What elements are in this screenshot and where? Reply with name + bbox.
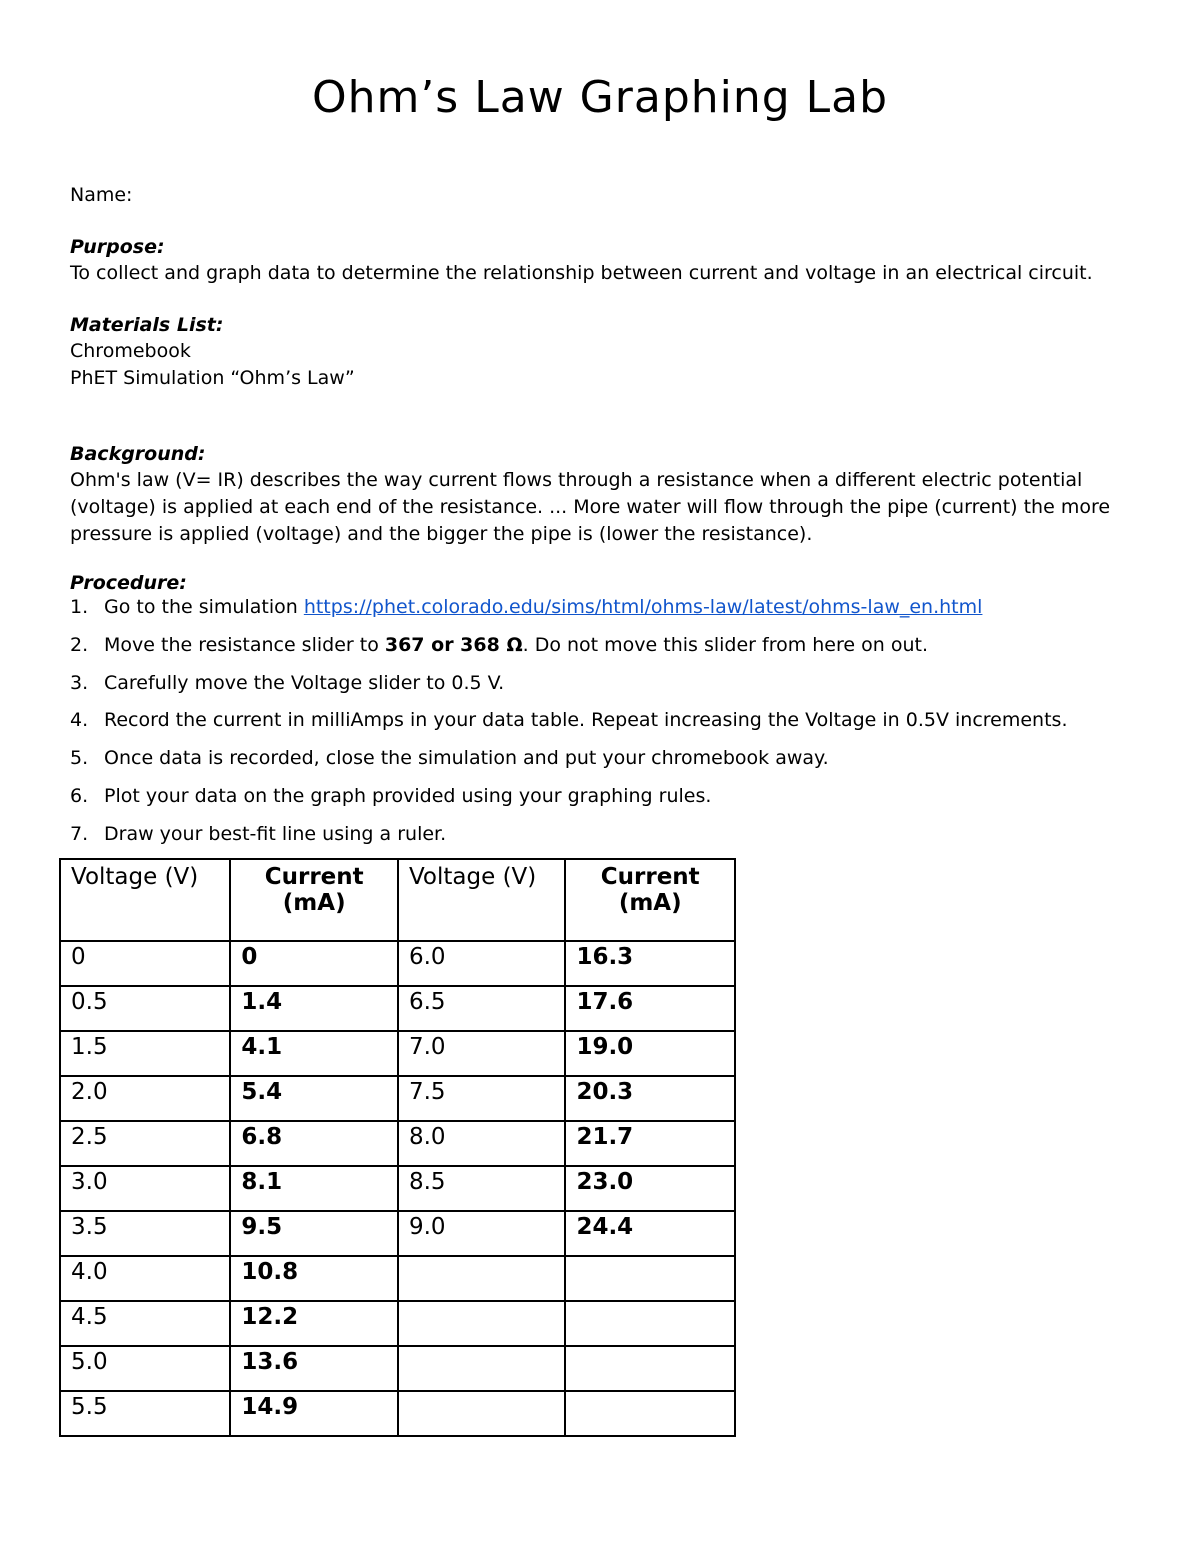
voltage-cell: 3.5 — [60, 1211, 230, 1256]
background-heading: Background: — [70, 443, 206, 465]
current-cell: 9.5 — [230, 1211, 398, 1256]
current-cell: 14.9 — [230, 1391, 398, 1436]
column-header-voltage: Voltage (V) — [398, 859, 565, 941]
step-text: Plot your data on the graph provided using your graphing rules. — [104, 784, 712, 807]
voltage-cell: 7.5 — [398, 1076, 565, 1121]
table-row — [60, 1391, 735, 1436]
table-row — [60, 1166, 735, 1211]
current-cell: 21.7 — [565, 1121, 735, 1166]
current-cell: 17.6 — [565, 986, 735, 1031]
table-row — [60, 1031, 735, 1076]
purpose-heading: Purpose: — [70, 236, 165, 258]
procedure-step — [70, 823, 1150, 861]
step-text: Draw your best-fit line using a ruler. — [104, 822, 447, 845]
voltage-cell — [398, 1391, 565, 1436]
table-row — [60, 1211, 735, 1256]
current-cell — [565, 1346, 735, 1391]
current-cell: 24.4 — [565, 1211, 735, 1256]
purpose-text: To collect and graph data to determine the relationship between current and voltage in an electrical circuit. — [70, 262, 1093, 284]
current-cell: 12.2 — [230, 1301, 398, 1346]
voltage-cell — [398, 1346, 565, 1391]
column-header-current: Current (mA) — [565, 859, 735, 941]
table-row — [60, 986, 735, 1031]
step-number: 1. — [70, 596, 89, 618]
step-text: Move the resistance slider to — [104, 633, 385, 656]
page-title: Ohm’s Law Graphing Lab — [311, 72, 889, 123]
step-number: 2. — [70, 633, 89, 656]
current-cell: 16.3 — [565, 941, 735, 986]
table-row — [60, 1076, 735, 1121]
voltage-cell — [398, 1301, 565, 1346]
voltage-cell: 5.5 — [60, 1391, 230, 1436]
simulation-link[interactable]: https://phet.colorado.edu/sims/html/ohms-law/latest/ohms-law_en.html — [303, 596, 983, 618]
voltage-cell: 8.5 — [398, 1166, 565, 1211]
current-cell: 4.1 — [230, 1031, 398, 1076]
current-cell: 13.6 — [230, 1346, 398, 1391]
table-row — [60, 1301, 735, 1346]
procedure-step — [70, 747, 1150, 785]
voltage-cell: 0 — [60, 941, 230, 986]
current-cell: 1.4 — [230, 986, 398, 1031]
voltage-cell: 9.0 — [398, 1211, 565, 1256]
background-text: Ohm's law (V= IR) describes the way current flows through a resistance when a different electric potential (voltage) is applied at each end of the resistance. ... More water will flow through the pipe (current) the more pressure is applied (voltage) and the bigger the pipe is (lower the resistance). — [70, 469, 1111, 545]
current-cell: 20.3 — [565, 1076, 735, 1121]
table-header-row — [60, 859, 735, 941]
materials-heading: Materials List: — [70, 314, 224, 336]
current-cell: 8.1 — [230, 1166, 398, 1211]
voltage-cell: 2.5 — [60, 1121, 230, 1166]
voltage-cell: 5.0 — [60, 1346, 230, 1391]
voltage-cell: 0.5 — [60, 986, 230, 1031]
procedure-steps — [70, 596, 1150, 861]
voltage-cell: 3.0 — [60, 1166, 230, 1211]
current-cell: 19.0 — [565, 1031, 735, 1076]
current-cell: 0 — [230, 941, 398, 986]
voltage-cell: 8.0 — [398, 1121, 565, 1166]
procedure-heading: Procedure: — [70, 572, 187, 594]
column-header-current: Current (mA) — [230, 859, 398, 941]
step-text: Carefully move the Voltage slider to 0.5 V. — [104, 671, 505, 694]
procedure-step — [70, 709, 1150, 747]
step-text: Record the current in milliAmps in your data table. Repeat increasing the Voltage in 0.5V increments. — [104, 709, 1068, 732]
current-cell: 6.8 — [230, 1121, 398, 1166]
procedure-step — [70, 672, 1150, 710]
current-cell — [565, 1391, 735, 1436]
table-row — [60, 1256, 735, 1301]
voltage-cell: 7.0 — [398, 1031, 565, 1076]
current-cell: 10.8 — [230, 1256, 398, 1301]
step-text: Go to the simulation — [104, 596, 304, 618]
step-number: 4. — [70, 709, 89, 732]
voltage-cell: 6.5 — [398, 986, 565, 1031]
current-cell: 23.0 — [565, 1166, 735, 1211]
column-header-voltage: Voltage (V) — [60, 859, 230, 941]
material-item: Chromebook — [70, 340, 191, 362]
data-table — [59, 858, 736, 1437]
voltage-cell: 2.0 — [60, 1076, 230, 1121]
material-item: PhET Simulation “Ohm’s Law” — [70, 367, 355, 389]
step-number: 7. — [70, 822, 89, 845]
resistance-value: 367 or 368 Ω — [384, 633, 523, 656]
step-text: . Do not move this slider from here on out. — [522, 633, 928, 656]
current-cell — [565, 1256, 735, 1301]
step-number: 5. — [70, 747, 89, 770]
step-number: 3. — [70, 671, 89, 694]
current-cell: 5.4 — [230, 1076, 398, 1121]
procedure-step — [70, 634, 1150, 672]
voltage-cell: 4.5 — [60, 1301, 230, 1346]
table-row — [60, 1346, 735, 1391]
step-text: Once data is recorded, close the simulation and put your chromebook away. — [104, 747, 829, 770]
procedure-step — [70, 785, 1150, 823]
voltage-cell: 4.0 — [60, 1256, 230, 1301]
voltage-cell — [398, 1256, 565, 1301]
voltage-cell: 6.0 — [398, 941, 565, 986]
step-number: 6. — [70, 784, 89, 807]
name-label: Name: — [70, 184, 133, 206]
current-cell — [565, 1301, 735, 1346]
table-row — [60, 1121, 735, 1166]
procedure-step — [70, 596, 1150, 634]
voltage-cell: 1.5 — [60, 1031, 230, 1076]
table-row — [60, 941, 735, 986]
